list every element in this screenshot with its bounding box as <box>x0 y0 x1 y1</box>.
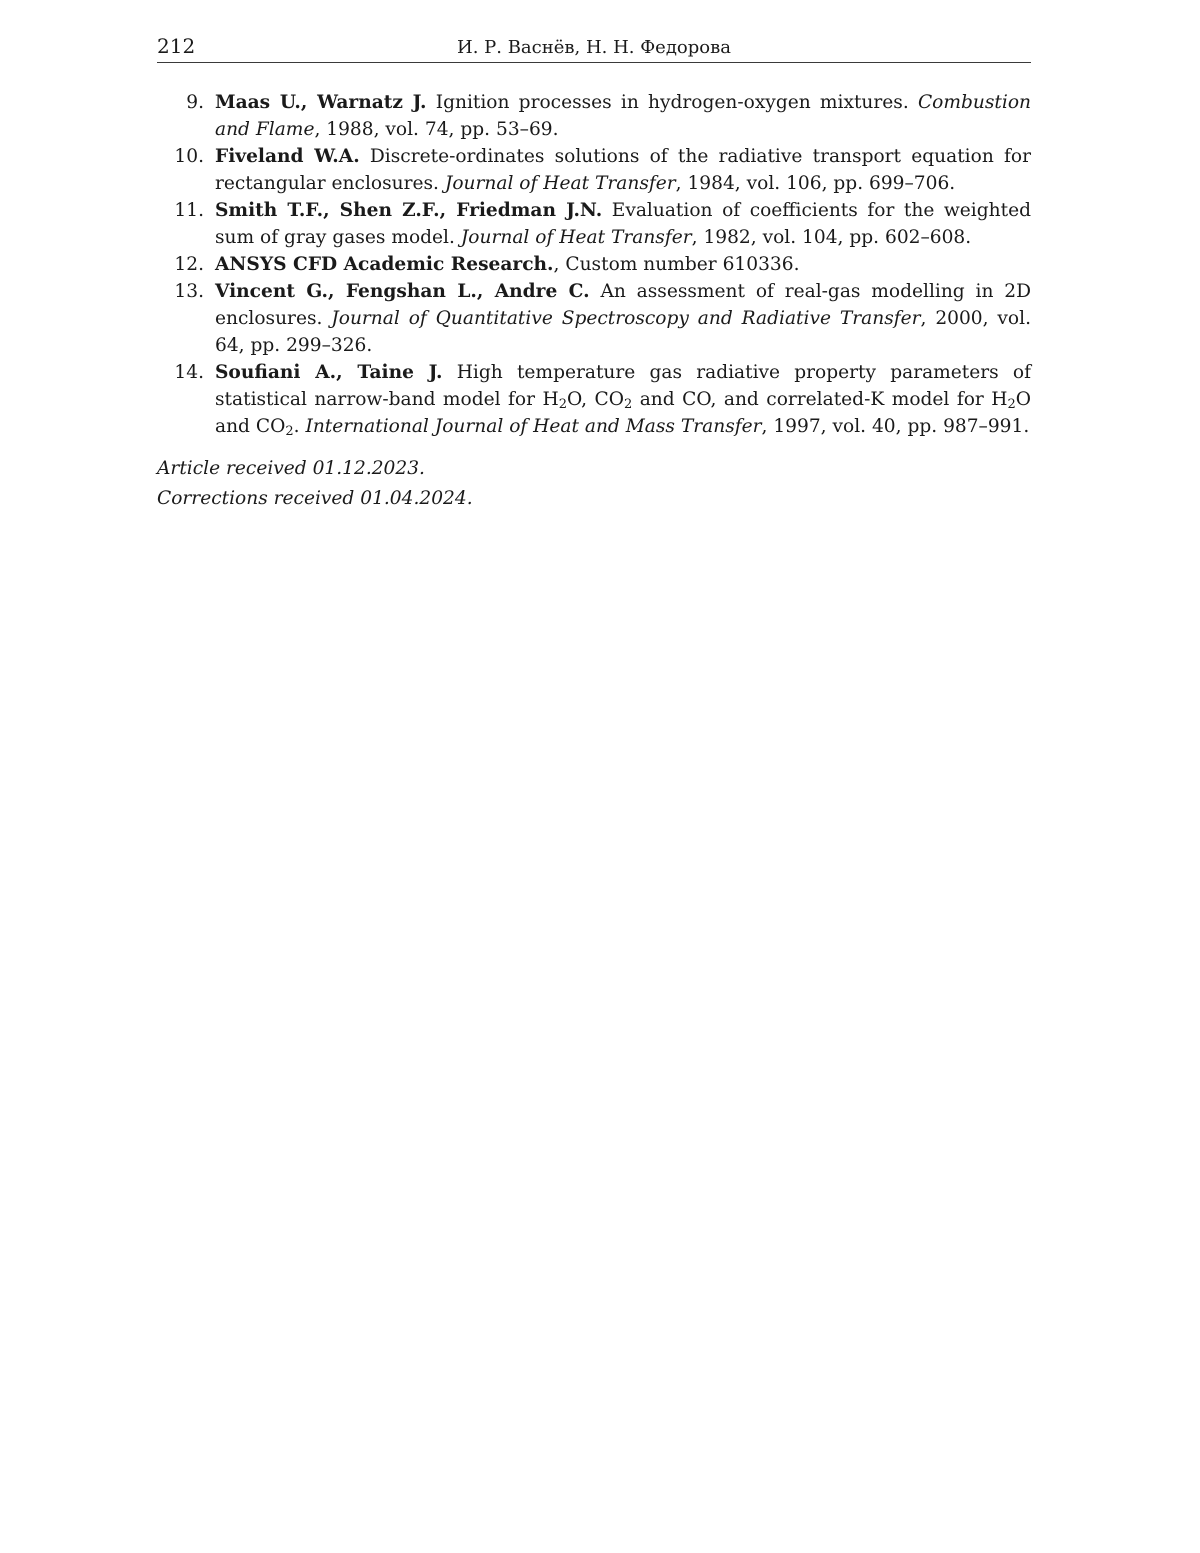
reference-item <box>157 89 1031 143</box>
reference-title: Evaluation of coefficients for the weighted sum of gray gases model. <box>215 200 1031 248</box>
running-head: И. Р. Васнёв, Н. Н. Федорова <box>457 37 731 58</box>
reference-journal: Journal of Quantitative Spectroscopy and Radiative Transfer <box>331 308 921 329</box>
reference-item <box>157 251 1031 278</box>
reference-authors: Fiveland W.A. <box>215 146 360 167</box>
subscript: 2 <box>285 424 294 439</box>
title-text: . <box>293 416 300 437</box>
title-text: and CO, and correlated-K model for H <box>632 389 1008 410</box>
reference-list <box>157 89 1031 440</box>
reference-number: 10. <box>174 146 204 167</box>
reference-title: Ignition processes in hydrogen-oxygen mixtures. <box>435 92 909 113</box>
received-dates <box>157 454 473 514</box>
reference-item <box>157 278 1031 359</box>
reference-item <box>157 197 1031 251</box>
reference-journal: International Journal of Heat and Mass Transfer <box>305 416 762 437</box>
title-text: O, CO <box>566 389 624 410</box>
reference-number: 11. <box>174 200 204 221</box>
reference-details: , 1997, vol. 40, pp. 987–991. <box>761 416 1030 437</box>
article-received-note: Article received 01.12.2023. <box>157 458 425 479</box>
reference-item <box>157 143 1031 197</box>
reference-authors: Smith T.F., Shen Z.F., Friedman J.N. <box>215 200 603 221</box>
reference-item <box>157 359 1031 440</box>
reference-authors: Maas U., Warnatz J. <box>215 92 427 113</box>
reference-number: 9. <box>186 92 204 113</box>
reference-details: , 1984, vol. 106, pp. 699–706. <box>675 173 956 194</box>
reference-authors: Vincent G., Fengshan L., Andre C. <box>215 281 590 302</box>
reference-number: 12. <box>174 254 204 275</box>
reference-title: Discrete-ordinates solutions of the radiative transport equation for rectangular enclosures. <box>215 146 1031 194</box>
page-header <box>157 30 1031 63</box>
reference-authors: ANSYS CFD Academic Research. <box>215 254 554 275</box>
reference-details: , Custom number 610336. <box>553 254 800 275</box>
subscript: 2 <box>1007 397 1016 412</box>
reference-details: , 2000, vol. 64, pp. 299–326. <box>215 308 1031 356</box>
reference-details: , 1982, vol. 104, pp. 602–608. <box>691 227 972 248</box>
title-text: O and CO <box>215 389 1031 437</box>
reference-journal: Combustion and Flame <box>215 92 1032 140</box>
page-number: 212 <box>157 34 196 58</box>
reference-journal: Journal of Heat Transfer <box>444 173 676 194</box>
reference-title: An assessment of real-gas modelling in 2D enclosures. <box>215 281 1032 329</box>
reference-number: 13. <box>174 281 204 302</box>
reference-journal: Journal of Heat Transfer <box>460 227 692 248</box>
reference-number: 14. <box>174 362 204 383</box>
corrections-received-note: Corrections received 01.04.2024. <box>157 488 473 509</box>
reference-authors: Soufiani A., Taine J. <box>215 362 443 383</box>
reference-details: , 1988, vol. 74, pp. 53–69. <box>314 119 559 140</box>
title-text: High temperature gas radiative property parameters of statistical narrow-band model for H <box>215 362 1031 410</box>
subscript: 2 <box>623 397 633 412</box>
subscript: 2 <box>558 397 567 412</box>
